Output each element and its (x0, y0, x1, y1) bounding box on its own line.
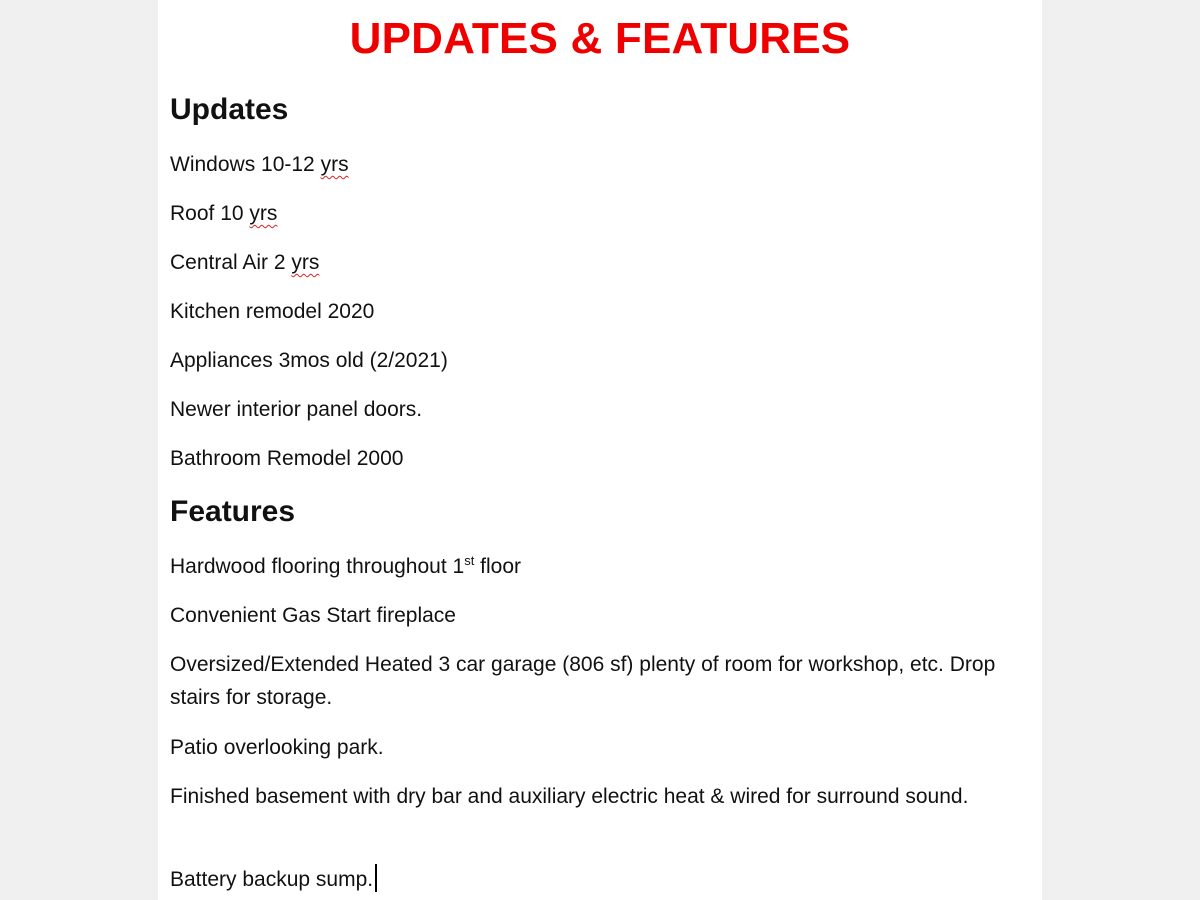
document-title: UPDATES & FEATURES (349, 14, 851, 63)
document-page[interactable] (158, 0, 1042, 900)
feature-item-fireplace: Convenient Gas Start fireplace (170, 604, 456, 627)
spelling-flag[interactable]: yrs (249, 202, 278, 225)
update-item-bathroom: Bathroom Remodel 2000 (170, 447, 404, 470)
feature-item-patio: Patio overlooking park. (170, 736, 384, 759)
update-item-doors: Newer interior panel doors. (170, 398, 423, 421)
superscript: st (464, 553, 475, 568)
feature-item-sump: Battery backup sump. (170, 863, 1010, 896)
update-item-appliances: Appliances 3mos old (2/2021) (170, 349, 448, 372)
spelling-flag[interactable]: yrs (320, 153, 349, 176)
update-item-windows: Windows 10-12 yrs (170, 153, 349, 176)
updates-heading: Updates (170, 93, 289, 126)
update-item-central-air: Central Air 2 yrs (170, 251, 320, 274)
feature-item-basement: Finished basement with dry bar and auxiliary electric heat & wired for surround sound. (170, 785, 969, 808)
spelling-flag[interactable]: yrs (291, 251, 320, 274)
update-item-roof: Roof 10 yrs (170, 202, 278, 225)
text-cursor (375, 864, 377, 892)
feature-item-hardwood: Hardwood flooring throughout 1st floor (170, 553, 522, 578)
feature-item-garage: Oversized/Extended Heated 3 car garage (806 sf) plenty of room for workshop, etc. Drop stairs for storage. (170, 653, 996, 709)
features-heading: Features (170, 495, 296, 528)
update-item-kitchen: Kitchen remodel 2020 (170, 300, 375, 323)
